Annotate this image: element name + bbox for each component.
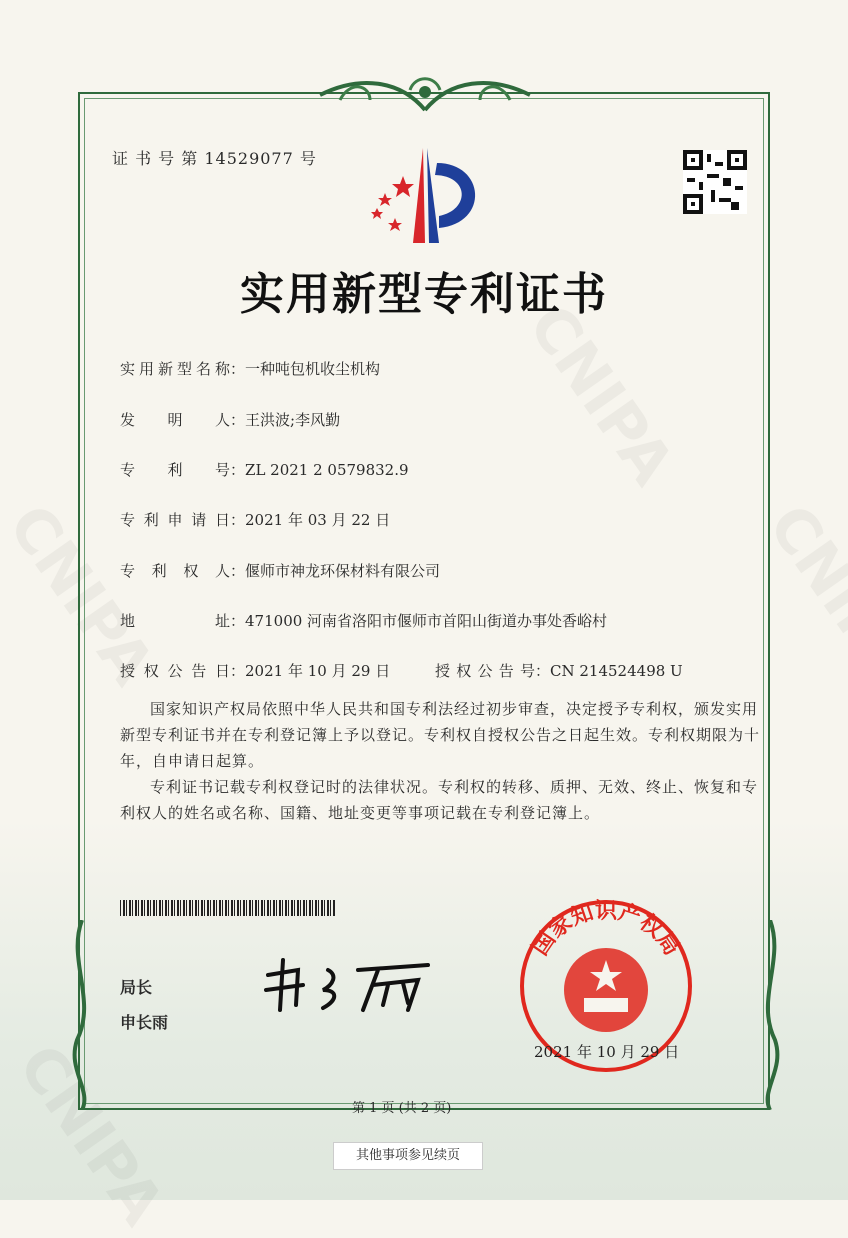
certificate-number: 证 书 号 第 14529077 号: [112, 149, 317, 168]
field-label: 专利号: [120, 461, 230, 479]
field-label: 授权公告日: [120, 662, 230, 680]
left-ornament: [62, 920, 102, 1110]
field-address: 地址：471000 河南省洛阳市偃师市首阳山街道办事处香峪村: [120, 612, 608, 630]
signature: [258, 955, 438, 1015]
page-indicator: 第 1 页 (共 2 页): [352, 1101, 452, 1116]
field-patentee: 专利权人：偃师市神龙环保材料有限公司: [120, 562, 441, 580]
field-grant-date: 授权公告日：2021 年 10 月 29 日: [120, 662, 391, 680]
field-value: ZL 2021 2 0579832.9: [245, 461, 409, 479]
seal-text: 国家知识产权局: [527, 899, 685, 961]
field-patent-number: 专利号：ZL 2021 2 0579832.9: [120, 461, 409, 479]
qr-code: [683, 150, 747, 214]
signatory-title: 局长: [120, 978, 153, 997]
legal-status-statement: 专利证书记载专利权登记时的法律状况。专利权的转移、质押、无效、终止、恢复和专利权人的姓名或名称、国籍、地址变更等事项记载在专利登记簿上。: [120, 778, 759, 822]
cnipa-logo: [365, 148, 490, 248]
signatory-name: 申长雨: [120, 1013, 169, 1032]
field-label: 授权公告号: [435, 662, 535, 680]
seal-date: 2021 年 10 月 29 日: [534, 1043, 680, 1061]
field-label: 发明人: [120, 411, 230, 429]
field-label: 专利申请日: [120, 511, 230, 529]
certificate-title: 实用新型专利证书: [240, 269, 608, 320]
field-value: 2021 年 03 月 22 日: [245, 511, 391, 529]
field-utility-model-name: 实用新型名称：一种吨包机收尘机构: [120, 360, 381, 378]
field-application-date: 专利申请日：2021 年 03 月 22 日: [120, 511, 391, 529]
field-inventor: 发明人：王洪波;李风勤: [120, 411, 341, 429]
field-announcement-number: 授权公告号：CN 214524498 U: [435, 662, 683, 680]
right-ornament: [750, 920, 790, 1110]
field-label: 地址: [120, 612, 230, 630]
field-value: 一种吨包机收尘机构: [245, 360, 381, 378]
field-value: CN 214524498 U: [550, 662, 683, 680]
continuation-note: 其他事项参见续页: [333, 1142, 483, 1170]
field-value: 偃师市神龙环保材料有限公司: [245, 562, 441, 580]
grant-statement: 国家知识产权局依照中华人民共和国专利法经过初步审查，决定授予专利权，颁发实用新型专利证书并在专利登记簿上予以登记。专利权自授权公告之日起生效。专利权期限为十年，自申请日起算。: [120, 700, 761, 770]
field-value: 王洪波;李风勤: [245, 411, 341, 429]
field-label: 实用新型名称: [120, 360, 230, 378]
field-value: 471000 河南省洛阳市偃师市首阳山街道办事处香峪村: [245, 612, 608, 630]
field-label: 专利权人: [120, 562, 230, 580]
field-value: 2021 年 10 月 29 日: [245, 662, 391, 680]
barcode: [120, 900, 336, 916]
top-ornament: [300, 70, 550, 120]
